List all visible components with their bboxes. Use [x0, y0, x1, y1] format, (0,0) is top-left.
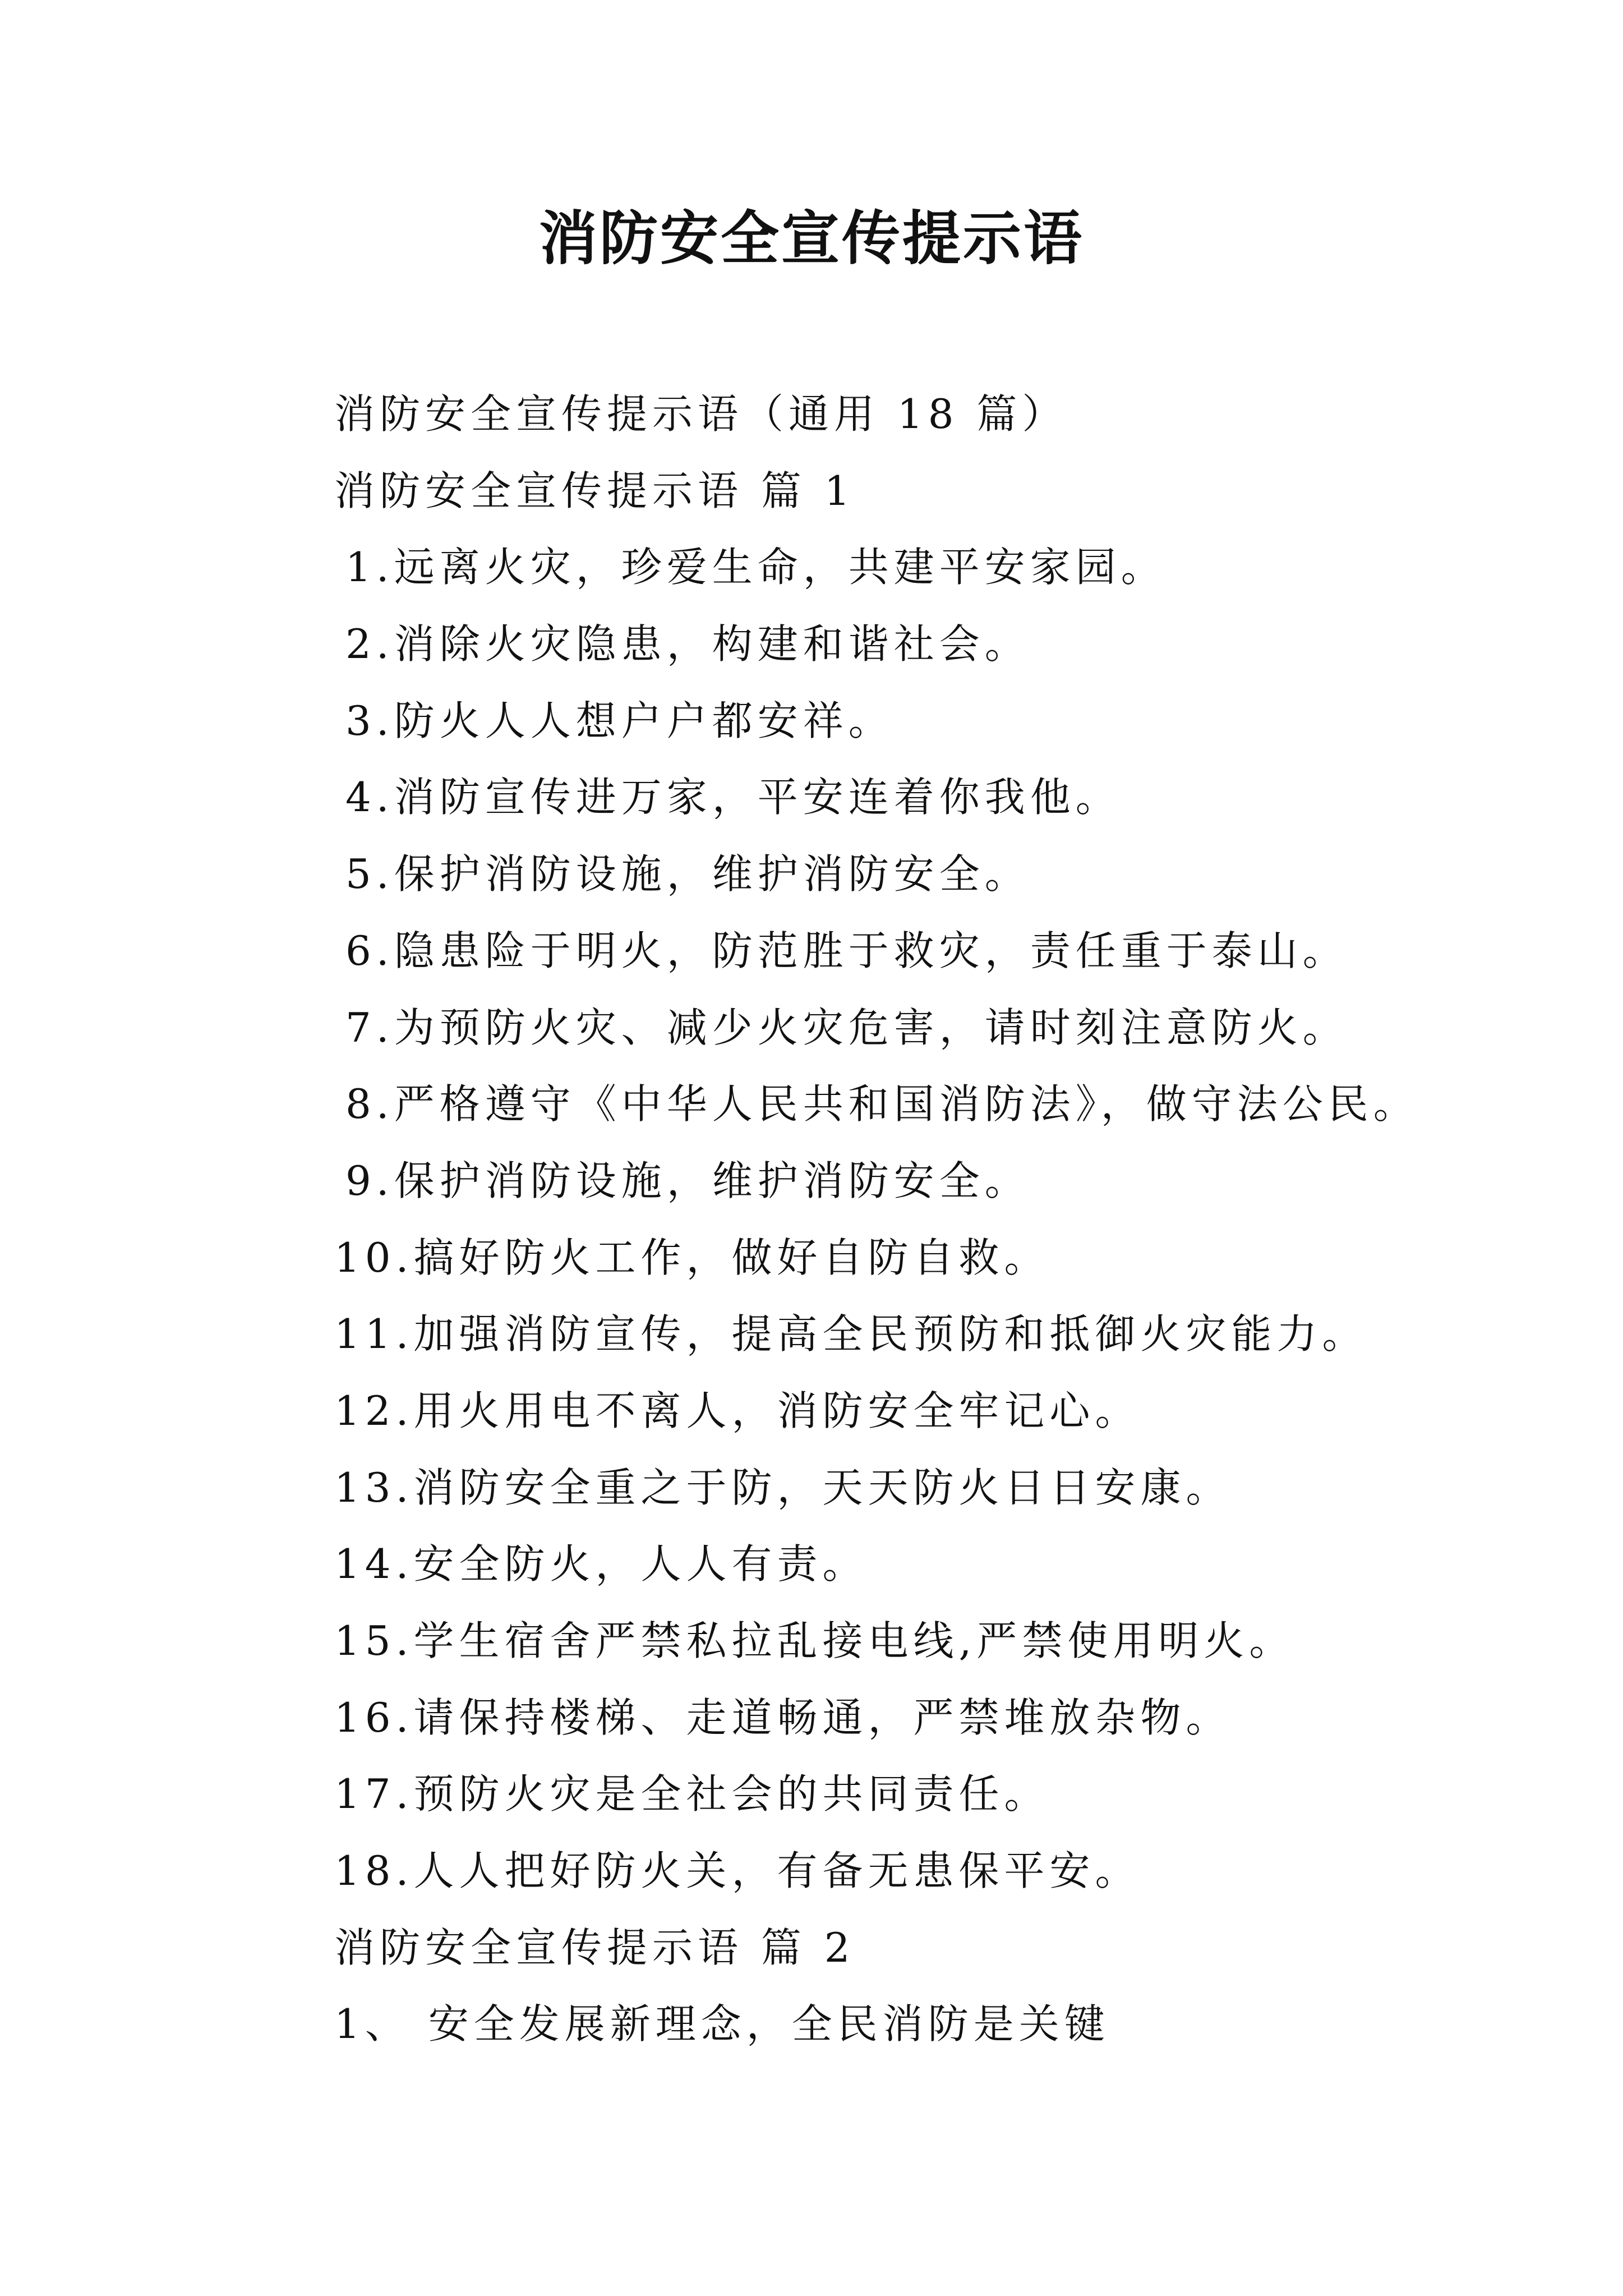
list-item: 9.保护消防设施，维护消防安全。 [345, 1157, 1030, 1204]
list-item: 15.学生宿舍严禁私拉乱接电线,严禁使用明火。 [334, 1617, 1295, 1664]
list-item: 11.加强消防宣传，提高全民预防和抵御火灾能力。 [334, 1310, 1368, 1358]
list-item: 18.人人把好防火关，有备无患保平安。 [334, 1847, 1141, 1895]
list-item: 16.请保持楼梯、走道畅通，严禁堆放杂物。 [334, 1694, 1232, 1741]
document-subtitle: 消防安全宣传提示语（通用 18 篇） [334, 390, 1068, 438]
list-item: 7.为预防火灾、减少火灾危害，请时刻注意防火。 [345, 1004, 1348, 1051]
document-body [334, 376, 1568, 2063]
list-item: 13.消防安全重之于防，天天防火日日安康。 [334, 1464, 1232, 1511]
list-item: 14.安全防火，人人有责。 [334, 1540, 868, 1588]
list-item: 10.搞好防火工作，做好自防自救。 [334, 1234, 1050, 1281]
list-item: 5.保护消防设施，维护消防安全。 [345, 850, 1030, 898]
section-heading-1: 消防安全宣传提示语 篇 1 [334, 467, 855, 514]
list-item: 2.消除火灾隐患，构建和谐社会。 [345, 620, 1030, 668]
list-item: 17.预防火灾是全社会的共同责任。 [334, 1770, 1050, 1818]
list-item: 6.隐患险于明火，防范胜于救灾，责任重于泰山。 [345, 927, 1348, 974]
list-item: 1.远离火灾，珍爱生命，共建平安家园。 [345, 544, 1166, 591]
document-title: 消防安全宣传提示语 [538, 204, 1084, 273]
list-item: 8.严格遵守《中华人民共和国消防法》，做守法公民。 [345, 1080, 1419, 1128]
list-item: 4.消防宣传进万家，平安连着你我他。 [345, 774, 1121, 821]
list-item: 12.用火用电不离人，消防安全牢记心。 [334, 1387, 1141, 1434]
list-item: 1、 安全发展新理念，全民消防是关键 [334, 2000, 1110, 2048]
list-item: 3.防火人人想户户都安祥。 [345, 697, 894, 744]
section-heading-2: 消防安全宣传提示语 篇 2 [334, 1924, 855, 1971]
